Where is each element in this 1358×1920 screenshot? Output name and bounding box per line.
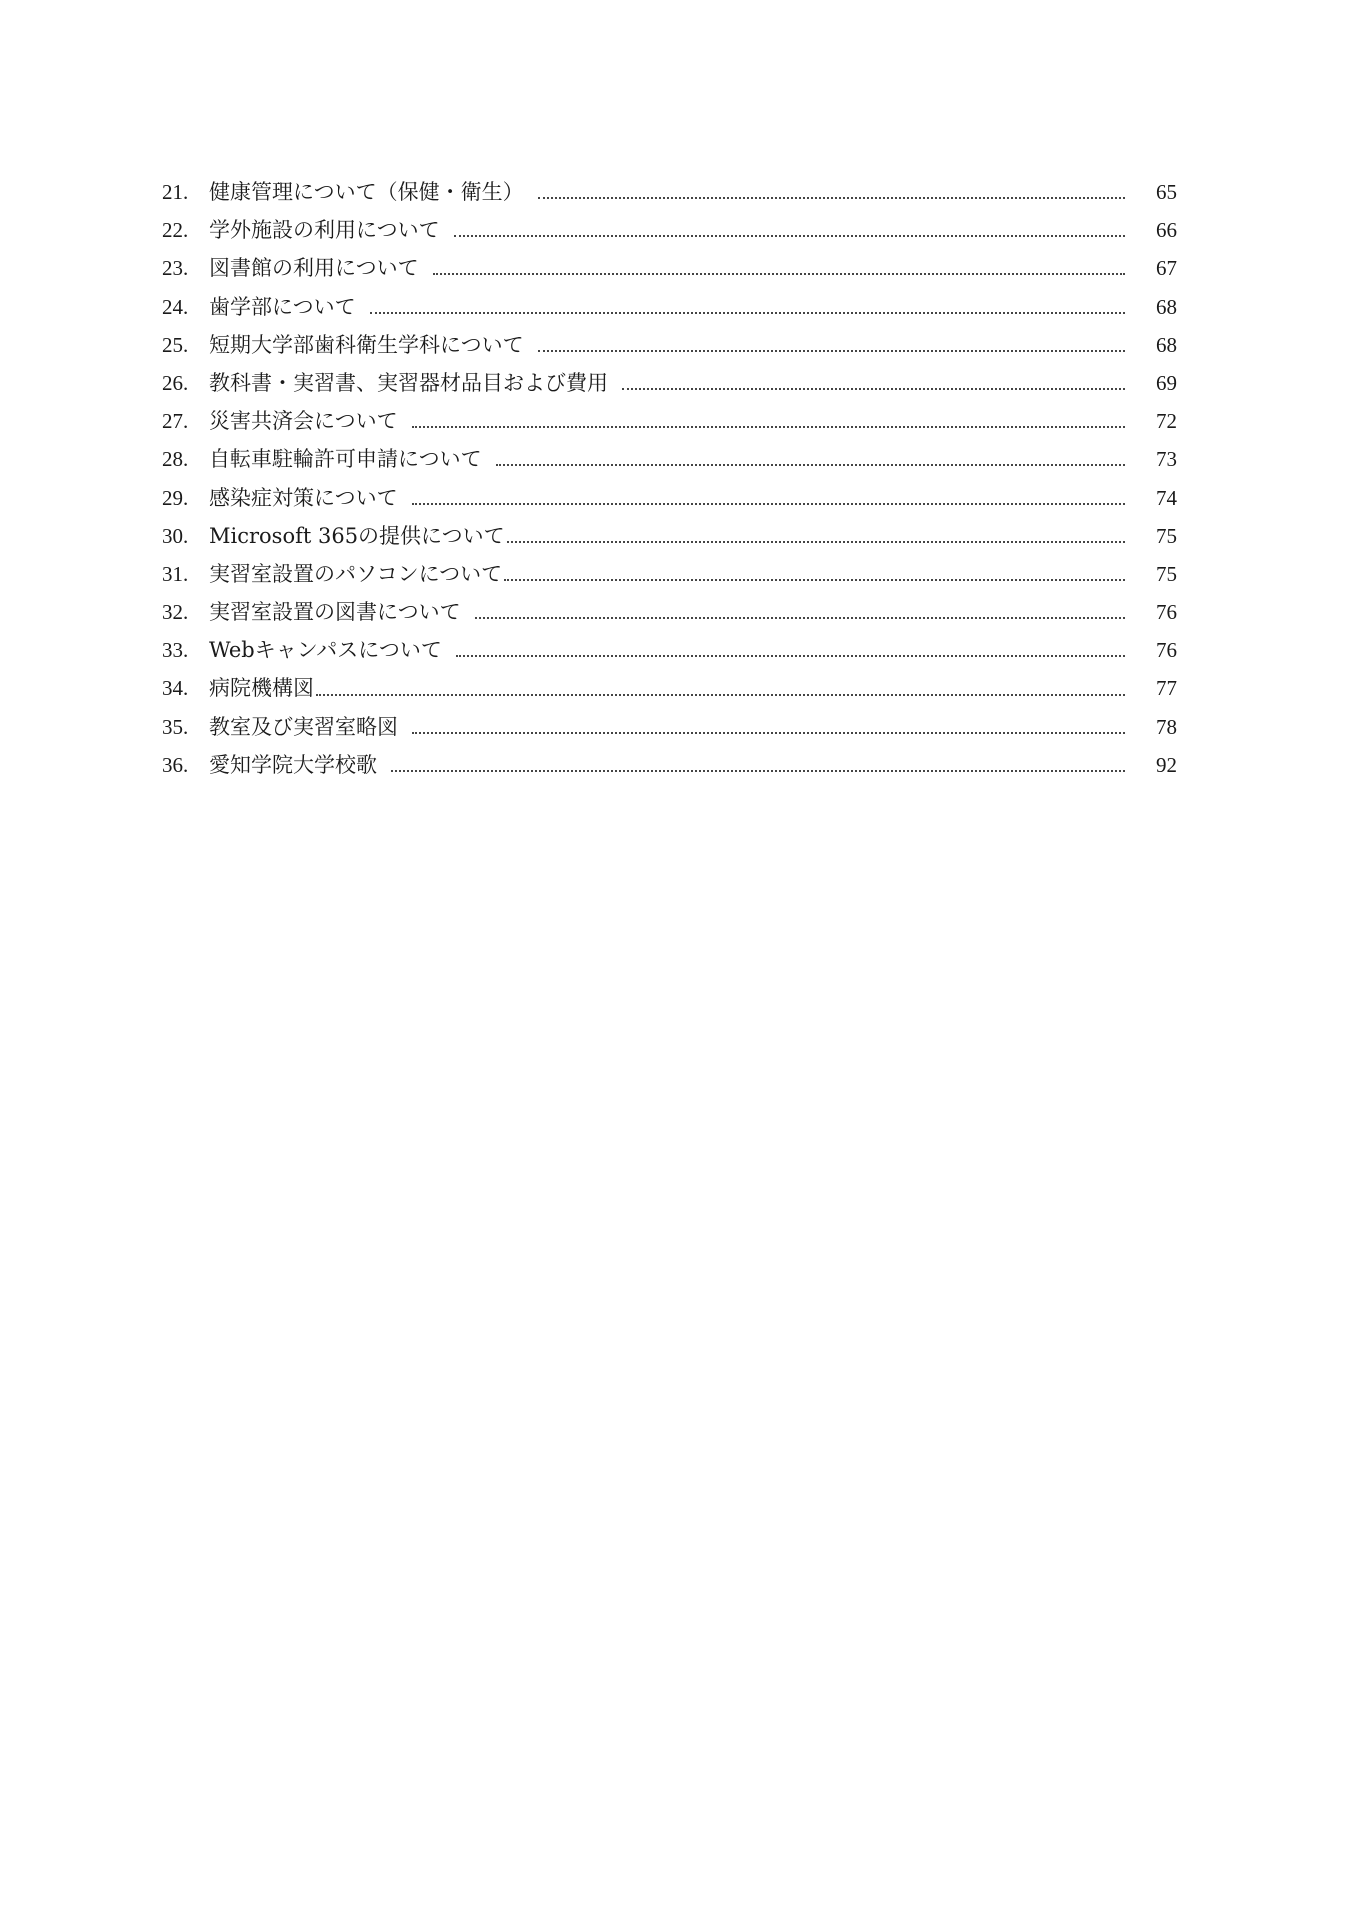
toc-entry-title: 教室及び実習室略図 xyxy=(209,714,398,739)
toc-entry-page: 74 xyxy=(1156,485,1177,510)
toc-entry-title: 自転車駐輪許可申請について xyxy=(209,447,482,472)
toc-entry-page: 68 xyxy=(1156,332,1177,357)
dot-leader xyxy=(454,235,1125,237)
toc-entry xyxy=(162,173,1177,211)
toc-entry-number: 35. xyxy=(162,714,189,739)
toc-entry-title: 実習室設置の図書について xyxy=(209,600,461,625)
toc-entry-title: 災害共済会について xyxy=(209,409,398,434)
toc-entry-number: 22. xyxy=(162,218,189,243)
toc-entry-title: 図書館の利用について xyxy=(209,256,419,281)
toc-entry xyxy=(162,746,1177,784)
toc-entry xyxy=(162,440,1177,478)
dot-leader xyxy=(504,579,1125,581)
toc-entry-title: Webキャンパスについて xyxy=(209,638,442,663)
dot-leader xyxy=(316,694,1125,696)
toc-entry xyxy=(162,326,1177,364)
toc-entry-number: 24. xyxy=(162,294,189,319)
toc-entry-page: 69 xyxy=(1156,370,1177,395)
toc-entry-page: 67 xyxy=(1156,256,1177,281)
toc-entry-number: 25. xyxy=(162,332,189,357)
dot-leader xyxy=(475,617,1125,619)
toc-entry-number: 32. xyxy=(162,600,189,625)
toc-entry xyxy=(162,708,1177,746)
toc-entry-number: 23. xyxy=(162,256,189,281)
toc-entry-page: 65 xyxy=(1156,180,1177,204)
toc-entry-number: 36. xyxy=(162,752,189,777)
toc-entry-number: 31. xyxy=(162,561,189,586)
toc-entry xyxy=(162,211,1177,249)
toc-entry-page: 75 xyxy=(1156,561,1177,586)
dot-leader xyxy=(507,541,1125,543)
toc-entry xyxy=(162,288,1177,326)
toc-entry-number: 33. xyxy=(162,638,189,663)
toc-entry-number: 21. xyxy=(162,180,189,204)
toc-entry-number: 29. xyxy=(162,485,189,510)
toc-entry-number: 26. xyxy=(162,370,189,395)
toc-entry-number: 28. xyxy=(162,447,189,472)
dot-leader xyxy=(538,350,1125,352)
dot-leader xyxy=(538,197,1125,199)
toc-entry-page: 78 xyxy=(1156,714,1177,739)
dot-leader xyxy=(456,655,1125,657)
dot-leader xyxy=(391,770,1125,772)
dot-leader xyxy=(412,503,1125,505)
toc-entry-title: 実習室設置のパソコンについて xyxy=(209,561,503,586)
toc-entry-number: 34. xyxy=(162,676,189,701)
toc-entry-title: 短期大学部歯科衛生学科について xyxy=(209,332,524,357)
toc-entry xyxy=(162,402,1177,440)
toc-entry-title: 健康管理について（保健・衛生） xyxy=(209,180,524,204)
dot-leader xyxy=(622,388,1125,390)
toc-entry-title: 歯学部について xyxy=(209,294,356,319)
toc-entry-page: 73 xyxy=(1156,447,1177,472)
dot-leader xyxy=(370,312,1125,314)
toc-entry xyxy=(162,555,1177,593)
toc-entry xyxy=(162,631,1177,669)
toc-entry-page: 76 xyxy=(1156,600,1177,625)
toc-entry-title: 教科書・実習書、実習器材品目および費用 xyxy=(209,370,608,395)
toc-entry xyxy=(162,517,1177,555)
toc-entry-title: 愛知学院大学校歌 xyxy=(209,752,377,777)
toc-entry-title: Microsoft 365の提供について xyxy=(209,523,505,548)
toc-entry-page: 76 xyxy=(1156,638,1177,663)
dot-leader xyxy=(412,426,1125,428)
toc-entry-title: 感染症対策について xyxy=(209,485,398,510)
toc-entry-title: 病院機構図 xyxy=(209,676,314,701)
toc-entry-number: 27. xyxy=(162,409,189,434)
toc-entry-title: 学外施設の利用について xyxy=(209,218,440,243)
toc-entry xyxy=(162,669,1177,707)
toc-entry-page: 72 xyxy=(1156,409,1177,434)
dot-leader xyxy=(433,273,1125,275)
toc-entry-page: 92 xyxy=(1156,752,1177,777)
dot-leader xyxy=(496,464,1125,466)
toc-entry-page: 77 xyxy=(1156,676,1177,701)
toc-entry xyxy=(162,364,1177,402)
toc-entry xyxy=(162,479,1177,517)
toc-entry-page: 75 xyxy=(1156,523,1177,548)
toc-entry xyxy=(162,593,1177,631)
toc-entry xyxy=(162,249,1177,287)
toc-entry-page: 66 xyxy=(1156,218,1177,243)
dot-leader xyxy=(412,732,1125,734)
table-of-contents xyxy=(162,173,1177,784)
toc-entry-page: 68 xyxy=(1156,294,1177,319)
toc-entry-number: 30. xyxy=(162,523,189,548)
